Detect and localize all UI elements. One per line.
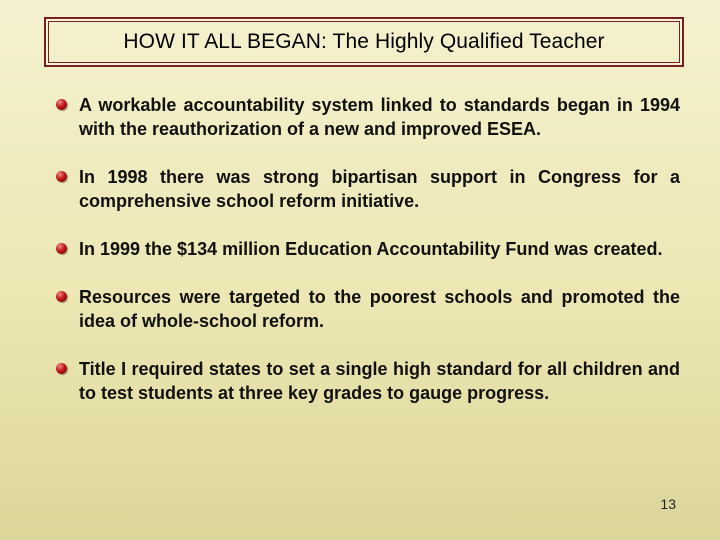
bullet-text: In 1998 there was strong bipartisan support in Congress for a comprehensive school reform initiative. — [79, 167, 680, 211]
bullet-icon — [56, 363, 67, 374]
bullet-icon — [56, 243, 67, 254]
bullet-text: In 1999 the $134 million Education Accountability Fund was created. — [79, 239, 663, 259]
bullet-item — [56, 165, 680, 213]
bullet-list — [56, 93, 680, 405]
bullet-item — [56, 93, 680, 141]
bullet-icon — [56, 291, 67, 302]
bullet-icon — [56, 99, 67, 110]
bullet-text: Title I required states to set a single high standard for all children and to test students at three key grades to gauge progress. — [79, 359, 680, 403]
bullet-item — [56, 285, 680, 333]
bullet-icon — [56, 171, 67, 182]
bullet-item — [56, 237, 680, 261]
bullet-item — [56, 357, 680, 405]
page-number: 13 — [660, 496, 676, 512]
slide-title: HOW IT ALL BEGAN: The Highly Qualified Teacher — [123, 30, 605, 53]
bullet-text: Resources were targeted to the poorest schools and promoted the idea of whole-school reform. — [79, 287, 680, 331]
title-box — [44, 17, 684, 67]
bullet-text: A workable accountability system linked to standards began in 1994 with the reauthorization of a new and improved ESEA. — [79, 95, 680, 139]
